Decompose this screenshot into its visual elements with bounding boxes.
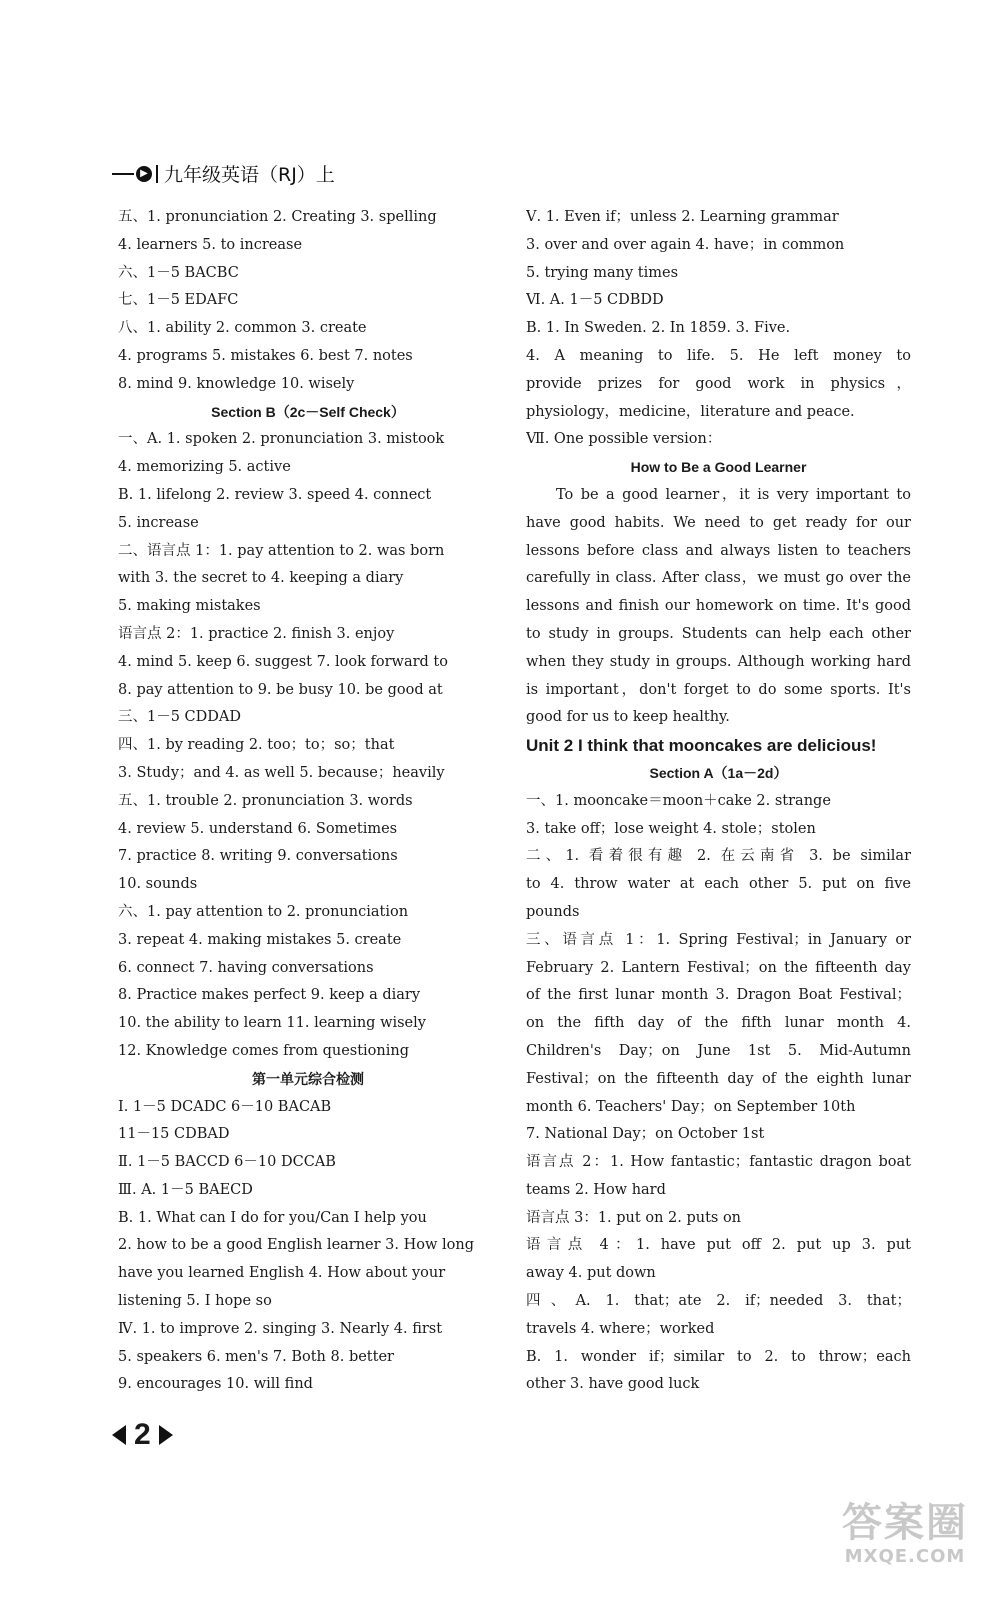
answer-line: 10. sounds [118,876,198,893]
book-title: 九年级英语（RJ）上 [164,164,335,186]
answer-line: 12. Knowledge comes from questioning [118,1042,410,1059]
answer-line: 4. programs 5. mistakes 6. best 7. notes [118,347,413,364]
answer-line: with 3. the secret to 4. keeping a diary [118,570,404,587]
answer-line: 6. connect 7. having conversations [118,959,374,976]
answer-line: 六、1. pay attention to 2. pronunciation [118,903,409,920]
answer-line: Ⅶ. One possible version： [526,431,722,448]
answer-line: Ⅳ. 1. to improve 2. singing 3. Nearly 4. first [118,1320,443,1337]
answer-line: Ⅱ. 1－5 BACCD 6－10 DCCAB [118,1154,336,1171]
triangle-left-icon [112,1425,126,1445]
play-icon: ▶ [136,166,152,182]
answer-line: to 4. throw water at each other 5. put on five [526,876,911,893]
answer-line: Ⅵ. A. 1－5 CDBDD [526,292,664,309]
section-heading: How to Be a Good Learner [630,459,807,476]
answer-line: carefully in class. After class，we must go over the [526,570,911,587]
answer-line: 三、语言点 1：1. Spring Festival；in January or [526,931,911,948]
answer-line: is important，don't forget to do some sports. It's [526,681,911,698]
answer-line: 六、1－5 BACBC [118,264,239,281]
answer-line: 10. the ability to learn 11. learning wisely [118,1015,426,1032]
answer-line: 7. practice 8. writing 9. conversations [118,848,398,865]
answer-line: 八、1. ability 2. common 3. create [118,320,367,337]
answer-line: listening 5. I hope so [118,1293,272,1310]
answer-line: 4. memorizing 5. active [118,459,291,476]
answer-line: 7. National Day；on October 1st [526,1126,765,1143]
page-footer [112,1418,173,1452]
answer-line: physiology，medicine，literature and peace. [526,403,855,420]
answer-line: 3. take off；lose weight 4. stole；stolen [526,820,816,837]
answer-line: 5. making mistakes [118,598,261,615]
watermark [830,1500,980,1580]
section-heading: Section A（1a－2d） [649,764,788,781]
answer-line: to study in groups. Students can help each other [526,625,911,642]
answer-line: Ⅲ. A. 1－5 BAECD [118,1181,253,1198]
answer-line: 3. repeat 4. making mistakes 5. create [118,931,402,948]
answer-line: 9. encourages 10. will find [118,1376,313,1393]
answer-line: Festival；on the fifteenth day of the eighth lunar [526,1070,911,1087]
answer-line: Ⅰ. 1－5 DCADC 6－10 BACAB [118,1098,332,1115]
answer-line: 4. A meaning to life. 5. He left money to [526,347,911,364]
answer-line: have good habits. We need to get ready for our [526,514,911,531]
answer-line: B. 1. wonder if；similar to 2. to throw；each [526,1348,911,1365]
page-number: 2 [134,1418,151,1451]
answer-line: 四、1. by reading 2. too；to；so；that [118,737,395,754]
answer-line: 语言点 4：1. have put off 2. put up 3. put [526,1237,911,1254]
section-heading: Section B（2c－Self Check） [211,403,405,420]
answer-line: 五、1. pronunciation 2. Creating 3. spelling [118,209,437,225]
answer-line: 四、A. 1. that；ate 2. if；needed 3. that； [526,1293,911,1310]
answer-line: month 6. Teachers' Day；on September 10th [526,1098,856,1115]
answer-line: February 2. Lantern Festival；on the fifteenth day [526,959,911,976]
answer-line: To be a good learner，it is very important to [556,486,911,503]
answer-line: 8. pay attention to 9. be busy 10. be good at [118,681,443,698]
answer-line: lessons before class and always listen to teachers [526,542,911,559]
header-divider [156,165,158,183]
answer-line: Ⅴ. 1. Even if；unless 2. Learning grammar [526,209,839,225]
answer-line: 3. Study；and 4. as well 5. because；heavily [118,764,445,781]
answer-line: pounds [526,903,580,920]
answer-line: 8. mind 9. knowledge 10. wisely [118,375,355,392]
unit-title: Unit 2 I think that mooncakes are delicious! [526,736,877,756]
watermark-url: MXQE.COM [844,1546,966,1567]
answer-line: lessons and finish our homework on time. It's good [526,598,911,615]
answer-line: teams 2. How hard [526,1181,666,1198]
answer-line: 5. trying many times [526,264,679,281]
answer-line: 4. mind 5. keep 6. suggest 7. look forward to [118,653,448,670]
answer-line: when they study in groups. Although working hard [526,653,911,670]
watermark-logo: 答案圈 [842,1500,968,1546]
answer-line: 5. speakers 6. men's 7. Both 8. better [118,1348,394,1365]
answer-line: 三、1－5 CDDAD [118,709,242,726]
answer-line: 语言点 2：1. practice 2. finish 3. enjoy [118,625,395,642]
answer-line: good for us to keep healthy. [526,709,730,726]
answer-line: 3. over and over again 4. have；in common [526,236,845,253]
answer-line: 5. increase [118,514,199,531]
answer-line: 11－15 CDBAD [118,1126,230,1143]
answer-line: of the first lunar month 3. Dragon Boat Festival； [526,987,911,1004]
answer-line: 4. review 5. understand 6. Sometimes [118,820,398,837]
answer-line: provide prizes for good work in physics， [526,375,911,392]
answer-line: 一、A. 1. spoken 2. pronunciation 3. mistook [118,431,445,448]
answer-line: away 4. put down [526,1265,656,1282]
answer-line: 一、1. mooncake＝moon＋cake 2. strange [526,792,831,809]
answer-line: 五、1. trouble 2. pronunciation 3. words [118,792,413,809]
answer-line: 二、语言点 1：1. pay attention to 2. was born [118,542,445,559]
right-column [526,204,911,1399]
answer-line: 8. Practice makes perfect 9. keep a diary [118,987,421,1004]
answer-line: travels 4. where；worked [526,1320,715,1337]
answer-line: B. 1. In Sweden. 2. In 1859. 3. Five. [526,320,791,337]
page-header [112,160,335,187]
answer-line: Children's Day；on June 1st 5. Mid-Autumn [526,1042,911,1059]
answer-line: 语言点 2：1. How fantastic；fantastic dragon boat [526,1154,911,1171]
answer-line: 2. how to be a good English learner 3. How long [118,1237,475,1254]
answer-line: 七、1－5 EDAFC [118,292,239,309]
answer-line: other 3. have good luck [526,1376,700,1393]
answer-line: 语言点 3：1. put on 2. puts on [526,1209,742,1226]
answer-line: on the fifth day of the fifth lunar month 4. [526,1015,911,1032]
answer-line: 4. learners 5. to increase [118,236,303,253]
triangle-right-icon [159,1425,173,1445]
answer-line: 二、1. 看着很有趣 2. 在云南省 3. be similar [526,848,911,865]
answer-line: have you learned English 4. How about your [118,1265,446,1282]
header-rule [112,173,134,175]
left-column [118,204,498,1399]
section-heading: 第一单元综合检测 [252,1070,364,1087]
answer-line: B. 1. What can I do for you/Can I help you [118,1209,427,1226]
answer-line: B. 1. lifelong 2. review 3. speed 4. connect [118,486,432,503]
